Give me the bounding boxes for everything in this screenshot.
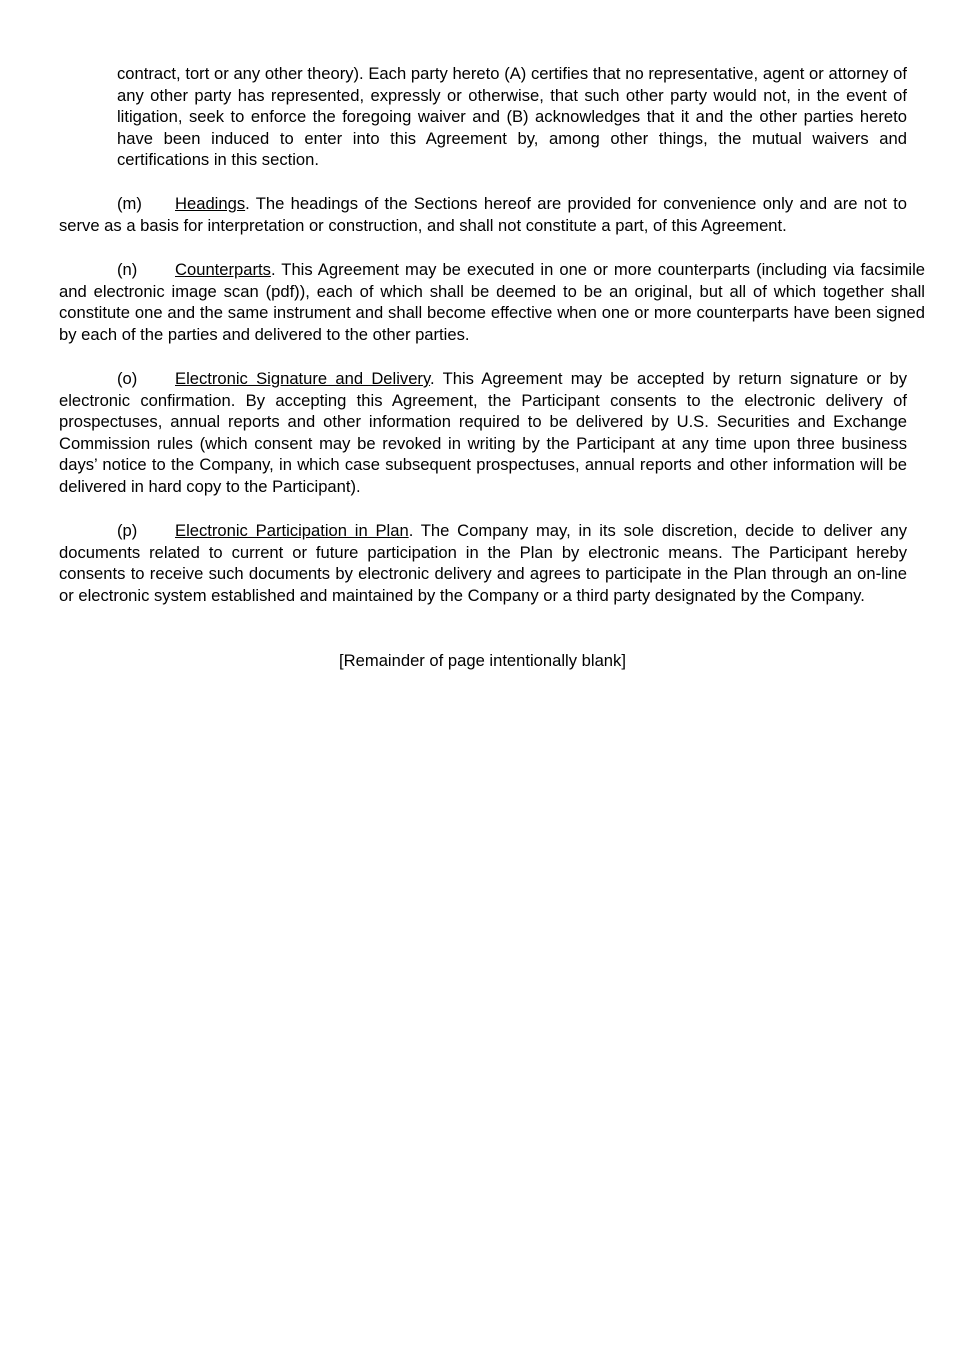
continuation-paragraph: contract, tort or any other theory). Each party hereto (A) certifies that no representative, agent or attorney of any other party has represented, expressly or otherwise, that such other party would not, in the event of litigation, seek to enforce the foregoing waiver and (B) acknowledges that it and the other parties hereto have been induced to enter into this Agreement by, among other things, the mutual waivers and certifications in this section. bbox=[117, 64, 907, 169]
remainder-blank-note: [Remainder of page intentionally blank] bbox=[339, 651, 626, 670]
section-n-paragraph bbox=[59, 259, 925, 345]
section-p-paragraph bbox=[59, 520, 907, 606]
section-body: . This Agreement may be executed in one or more counterparts (including via facsimile and electronic image scan (pdf)), each of which shall be deemed to be an original, but all of which together shall constitute one and the same instrument and shall become effective when one or more counterparts have been signed by each of the parties and delivered to the other parties. bbox=[59, 260, 925, 344]
section-marker: (n) bbox=[117, 260, 138, 279]
section-body: . This Agreement may be accepted by return signature or by electronic confirmation. By accepting this Agreement, the Participant consents to the electronic delivery of prospectuses, annual reports and other information required to be delivered by U.S. Securities and Exchange Commission rules (which consent may be revoked in writing by the Participant at any time upon three business days’ notice to the Company, in which case subsequent prospectuses, annual reports and other information will be delivered in hard copy to the Participant). bbox=[59, 369, 907, 496]
section-marker: (o) bbox=[117, 369, 138, 388]
section-marker: (m) bbox=[117, 194, 142, 213]
section-marker: (p) bbox=[117, 521, 138, 540]
section-body: . The headings of the Sections hereof are provided for convenience only and are not to serve as a basis for interpretation or construction, and shall not constitute a part, of this Agreement. bbox=[59, 194, 907, 235]
section-m-paragraph bbox=[59, 193, 907, 236]
section-heading-electronic-participation: Electronic Participation in Plan bbox=[175, 521, 409, 540]
section-heading-counterparts: Counterparts bbox=[175, 260, 271, 279]
section-o-paragraph bbox=[59, 368, 907, 497]
section-heading-electronic-signature: Electronic Signature and Delivery bbox=[175, 369, 431, 388]
section-heading-headings: Headings bbox=[175, 194, 246, 213]
section-body: . The Company may, in its sole discretion, decide to deliver any documents related to current or future participation in the Plan by electronic means. The Participant hereby consents to receive such documents by electronic delivery and agrees to participate in the Plan through an on-line or electronic system established and maintained by the Company or a third party designated by the Company. bbox=[59, 521, 908, 605]
